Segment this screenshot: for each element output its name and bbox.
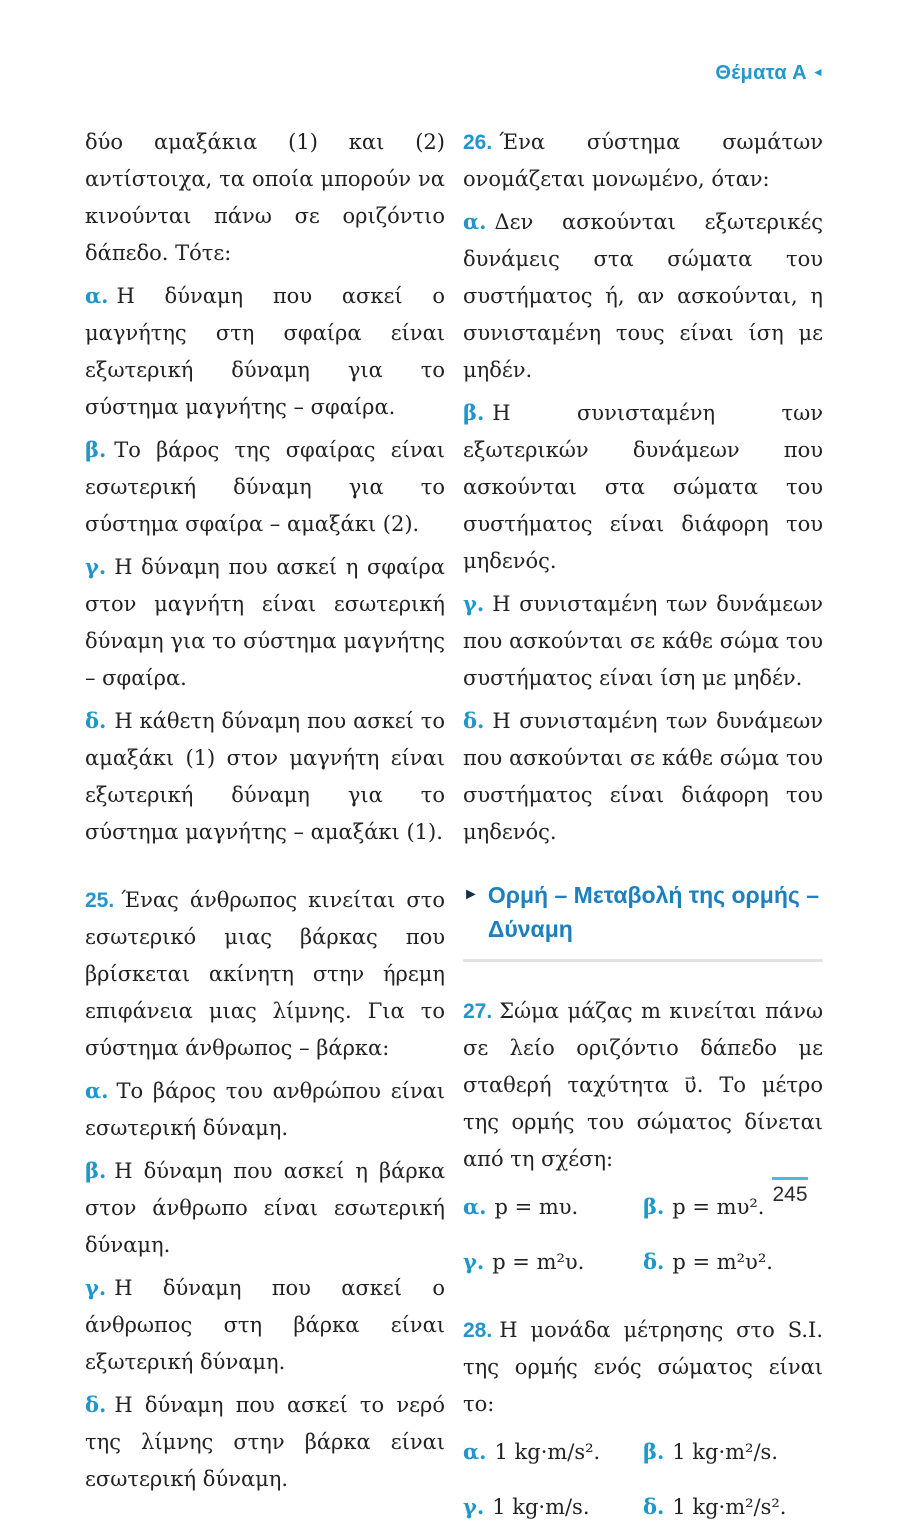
question-stem <box>463 993 823 1178</box>
question-26 <box>463 124 823 851</box>
option-a <box>85 1072 445 1147</box>
question-continuation-text <box>85 124 445 272</box>
option-letter: δ. <box>85 1392 107 1417</box>
question-number: 27. <box>463 1000 493 1023</box>
option-b <box>85 1152 445 1264</box>
running-header <box>715 62 824 85</box>
left-column <box>85 124 445 1503</box>
question-text: Η μονάδα μέτρησης στο S.I. της ορμής ενός σώματος είναι το: <box>463 1318 823 1416</box>
option-text: Η δύναμη που ασκεί το νερό της λίμνης στην βάρκα είναι εσωτερική δύναμη. <box>85 1393 445 1491</box>
question-number: 28. <box>463 1319 493 1342</box>
page-number: 245 <box>772 1183 808 1206</box>
question-text: Ένας άνθρωπος κινείται στο εσωτερικό μιας βάρκας που βρίσκεται ακίνητη στην ήρεμη επιφάνεια μιας λίμνης. Για το σύστημα άνθρωπος – βάρκα: <box>85 888 445 1060</box>
option-letter: α. <box>463 209 487 234</box>
option-a <box>85 277 445 426</box>
option-text: Το βάρος της σφαίρας είναι εσωτερική δύναμη για το σύστημα σφαίρα – αμαξάκι (2). <box>85 438 445 536</box>
section-divider <box>463 959 823 962</box>
option-text: Η συνισταμένη των δυνάμεων που ασκούνται σε κάθε σώμα του συστήματος είναι ίση με μηδέν. <box>463 592 823 690</box>
option-a <box>463 1188 643 1226</box>
option-text: Η κάθετη δύναμη που ασκεί το αμαξάκι (1) στον μαγνήτη είναι εξωτερική δύναμη για το σύστημα μαγνήτης – αμαξάκι (1). <box>85 709 445 844</box>
option-text: Η δύναμη που ασκεί η σφαίρα στον μαγνήτη είναι εσωτερική δύναμη για το σύστημα μαγνήτης – σφαίρα. <box>85 555 445 690</box>
option-text: Η δύναμη που ασκεί ο μαγνήτης στη σφαίρα είναι εξωτερική δύναμη για το σύστημα μαγνήτης – σφαίρα. <box>85 284 445 419</box>
option-letter: γ. <box>85 1275 107 1300</box>
formula: 1 kg·m/s. <box>492 1495 590 1519</box>
question-28 <box>463 1312 823 1526</box>
section-heading <box>463 878 823 946</box>
unit-options-grid <box>463 1433 823 1526</box>
option-text: Η δύναμη που ασκεί ο άνθρωπος στη βάρκα είναι εξωτερική δύναμη. <box>85 1276 445 1374</box>
question-27 <box>463 993 823 1281</box>
option-letter: β. <box>463 400 485 425</box>
option-letter: α. <box>463 1439 487 1464</box>
option-letter: γ. <box>463 1494 485 1519</box>
option-text: Το βάρος του ανθρώπου είναι εσωτερική δύναμη. <box>85 1079 445 1140</box>
option-d <box>643 1243 823 1281</box>
option-b <box>643 1433 823 1471</box>
option-c <box>463 1243 643 1281</box>
option-letter: γ. <box>85 554 107 579</box>
option-letter: α. <box>85 283 109 308</box>
section-title: Ορμή – Μεταβολή της ορμής – Δύναμη <box>487 882 820 942</box>
formula: p = m²υ. <box>492 1250 585 1274</box>
option-b <box>463 394 823 580</box>
formula: p = mυ. <box>494 1195 579 1219</box>
option-letter: α. <box>85 1078 109 1103</box>
question-number: 26. <box>463 131 493 154</box>
option-c <box>463 1488 643 1526</box>
option-letter: δ. <box>643 1494 665 1519</box>
option-c <box>463 585 823 697</box>
option-text: Η συνισταμένη των δυνάμεων που ασκούνται σε κάθε σώμα του συστήματος είναι διάφορη του μηδενός. <box>463 709 823 844</box>
question-stem <box>463 1312 823 1423</box>
option-letter: α. <box>463 1194 487 1219</box>
option-letter: δ. <box>643 1249 665 1274</box>
continuation-body: δύο αμαξάκια (1) και (2) αντίστοιχα, τα οποία μπορούν να κινούνται πάνω σε οριζόντιο δάπεδο. Τότε: <box>85 130 445 265</box>
option-letter: β. <box>643 1194 665 1219</box>
option-text: Η δύναμη που ασκεί η βάρκα στον άνθρωπο είναι εσωτερική δύναμη. <box>85 1159 445 1257</box>
question-25 <box>85 882 445 1498</box>
formula: 1 kg·m²/s. <box>672 1440 779 1464</box>
right-column <box>463 124 823 1526</box>
option-b <box>85 431 445 543</box>
right-triangle-icon: ► <box>463 886 479 903</box>
question-stem <box>463 124 823 198</box>
option-letter: δ. <box>85 708 107 733</box>
option-c <box>85 548 445 697</box>
header-title: Θέματα Α <box>715 62 807 84</box>
option-letter: β. <box>85 1158 107 1183</box>
option-letter: δ. <box>463 708 485 733</box>
option-letter: γ. <box>463 591 485 616</box>
left-triangle-icon: ◄ <box>811 65 824 79</box>
question-text: Ένα σύστημα σωμάτων ονομάζεται μονωμένο, όταν: <box>463 130 823 191</box>
option-d <box>85 702 445 851</box>
question-number: 25. <box>85 889 115 912</box>
formula: 1 kg·m/s². <box>494 1440 601 1464</box>
option-a <box>463 1433 643 1471</box>
option-text: Δεν ασκούνται εξωτερικές δυνάμεις στα σώματα του συστήματος ή, αν ασκούνται, η συνισταμένη τους είναι ίση με μηδέν. <box>463 210 823 382</box>
option-d <box>463 702 823 851</box>
question-stem <box>85 882 445 1067</box>
option-letter: β. <box>643 1439 665 1464</box>
page-footer <box>768 1177 812 1207</box>
footer-accent-line <box>772 1177 808 1180</box>
formula: p = mυ². <box>672 1195 765 1219</box>
option-a <box>463 203 823 389</box>
option-text: Η συνισταμένη των εξωτερικών δυνάμεων που ασκούνται στα σώματα του συστήματος είναι διάφορη του μηδενός. <box>463 401 823 573</box>
option-d <box>85 1386 445 1498</box>
option-letter: β. <box>85 437 107 462</box>
option-letter: γ. <box>463 1249 485 1274</box>
formula: 1 kg·m²/s². <box>672 1495 787 1519</box>
option-c <box>85 1269 445 1381</box>
formula: p = m²υ². <box>672 1250 773 1274</box>
option-d <box>643 1488 823 1526</box>
question-text: Σώμα μάζας m κινείται πάνω σε λείο οριζόντιο δάπεδο με σταθερή ταχύτητα υ⃗. Το μέτρο της ορμής του σώματος δίνεται από τη σχέση: <box>463 999 823 1171</box>
